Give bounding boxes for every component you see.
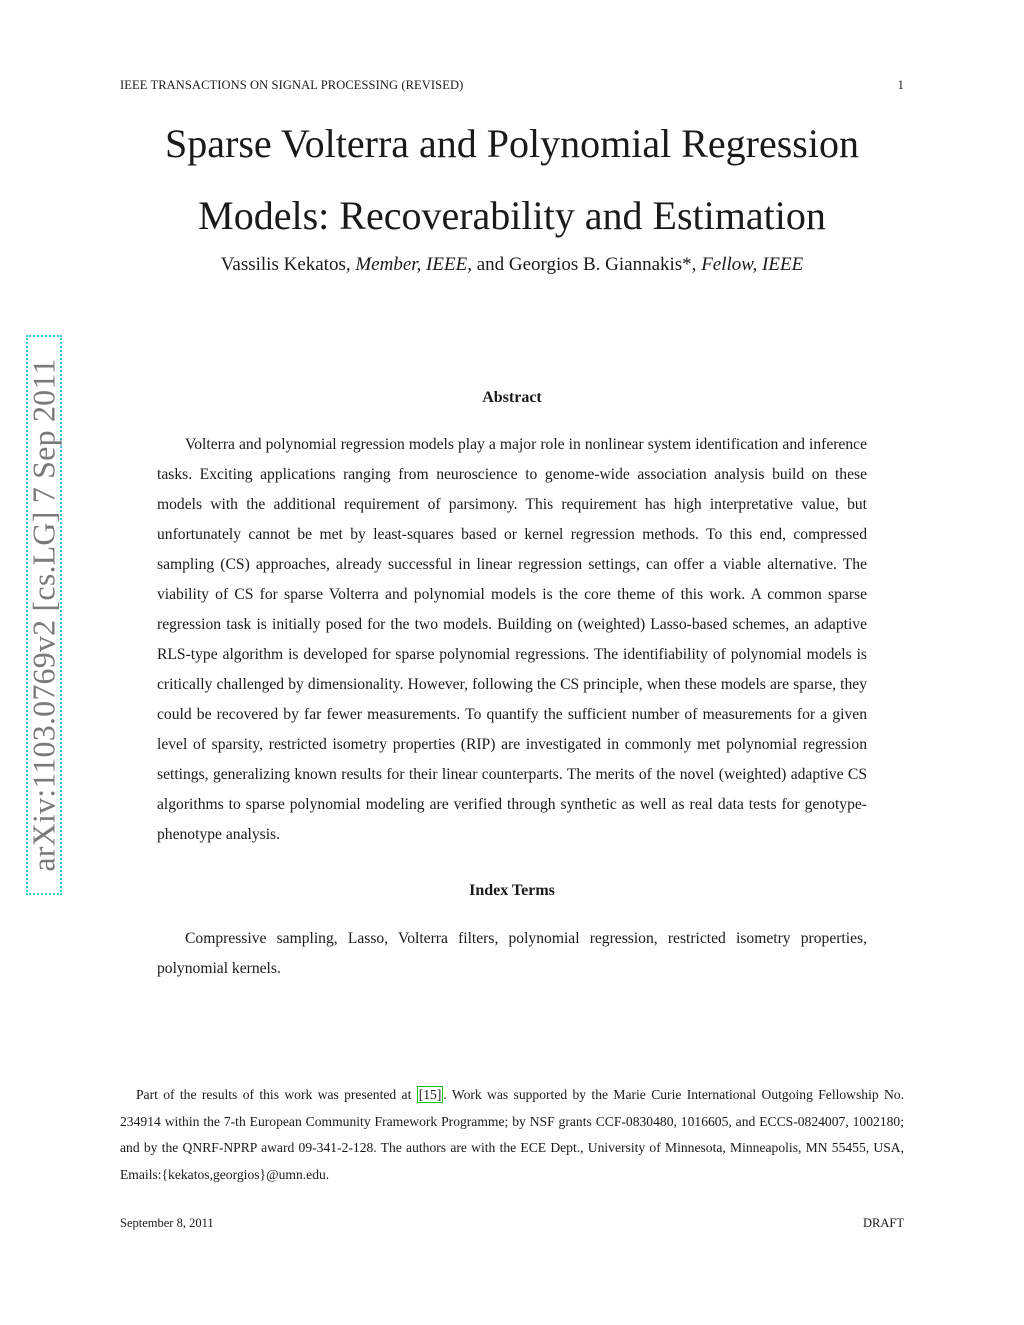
abstract-text: Volterra and polynomial regression models play a major role in nonlinear system identification and inference tasks. Exciting applications ranging from neuroscience to genome-wide association analysis build on these models with the additional requirement of parsimony. This requirement has high interpretative value, but unfortunately cannot be met by least-squares based or kernel regression methods. To this end, compressed sampling (CS) approaches, already successful in linear regression settings, can offer a viable alternative. The viability of CS for sparse Volterra and polynomial models is the core theme of this work. A common sparse regression task is initially posed for the two models. Building on (weighted) Lasso-based schemes, an adaptive RLS-type algorithm is developed for sparse polynomial regressions. The identifiability of polynomial models is critically challenged by dimensionality. However, following the CS principle, when these models are sparse, they could be recovered by far fewer measurements. To quantify the sufficient number of measurements for a given level of sparsity, restricted isometry properties (RIP) are investigated in commonly met polynomial regression settings, generalizing known results for their linear counterparts. The merits of the novel (weighted) adaptive CS algorithms to sparse polynomial modeling are verified through synthetic as well as real data tests for genotype-phenotype analysis. [157,436,867,843]
footnote-body: . Work was supported by the Marie Curie International Outgoing Fellowship No. 234914 within the 7-th European Community Framework Programme; by NSF grants CCF-0830480, 1016605, and ECCS-0824007, 1002180; and by the QNRF-NPRP award 09-341-2-128. The authors are with the ECE Dept., University of Minnesota, Minneapolis, MN 55455, USA, Emails:{kekatos,georgios}@umn.edu. [120,1087,905,1182]
author-conjunction: and [476,254,505,275]
author-2-role: Fellow, IEEE [701,254,804,275]
author-1-role: Member, IEEE, [355,254,472,275]
title-line-2: Models: Recoverability and Estimation [198,193,826,238]
footnote-intro: Part of the results of this work was presented at [136,1087,417,1102]
author-line [100,252,924,278]
arxiv-identifier: arXiv:1103.0769v2 [cs.LG] 7 Sep 2011 [25,358,62,872]
page-number: 1 [897,78,904,92]
footer-date: September 8, 2011 [120,1216,214,1230]
index-terms-text: Compressive sampling, Lasso, Volterra filters, polynomial regression, restricted isometry properties, polynomial kernels. [157,930,867,977]
footer-status: DRAFT [863,1216,904,1230]
running-header [120,78,904,96]
paper-title [100,108,924,252]
citation-link[interactable]: [15] [418,1087,442,1102]
index-terms-heading: Index Terms [469,882,555,899]
author-2-name: Georgios B. Giannakis*, [508,254,697,275]
title-line-1: Sparse Volterra and Polynomial Regression [165,121,859,166]
running-footer [120,1216,904,1234]
journal-name: IEEE TRANSACTIONS ON SIGNAL PROCESSING (REVISED) [120,78,464,92]
footnote [120,1082,904,1188]
arxiv-stamp[interactable] [26,335,62,895]
author-1-name: Vassilis Kekatos, [220,254,351,275]
abstract-heading: Abstract [482,389,542,406]
